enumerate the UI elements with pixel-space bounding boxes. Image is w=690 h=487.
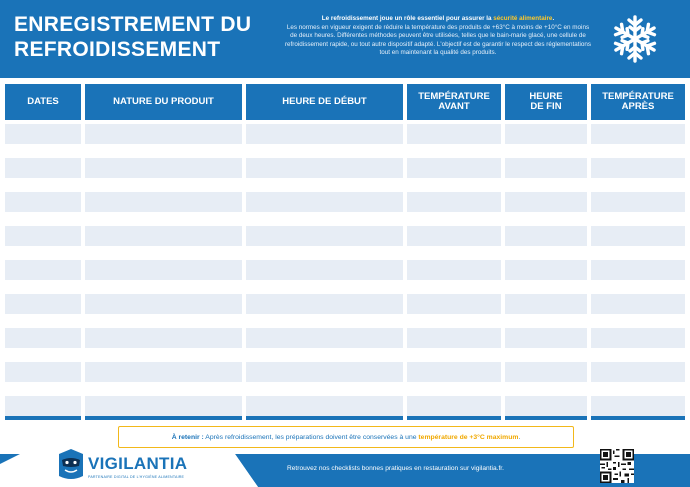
table-cell[interactable] xyxy=(85,260,242,280)
table-cell[interactable] xyxy=(505,260,587,280)
table-cell[interactable] xyxy=(5,396,81,416)
table-cell[interactable] xyxy=(5,124,81,144)
table-row xyxy=(5,362,685,382)
table-row xyxy=(5,260,685,280)
table-row xyxy=(5,294,685,314)
table-cell[interactable] xyxy=(246,260,403,280)
table-bottom-segment xyxy=(407,416,501,420)
table-cell[interactable] xyxy=(591,328,685,348)
intro-lead-end: . xyxy=(552,15,555,22)
column-header-dates: DATES xyxy=(5,84,81,120)
table-cell[interactable] xyxy=(591,226,685,246)
table-cell[interactable] xyxy=(407,124,501,144)
reminder-highlight: température de +3°C maximum xyxy=(418,433,519,441)
table-cell[interactable] xyxy=(407,294,501,314)
table-cell[interactable] xyxy=(505,362,587,382)
column-header-temp-before: TEMPÉRATURE AVANT xyxy=(407,84,501,120)
column-header-end-time: HEURE DE FIN xyxy=(505,84,587,120)
table-cell[interactable] xyxy=(591,362,685,382)
intro-body: Les normes en vigueur exigent de réduire la température des produits de +63°C à moins de +10°C en moins de deux heures. Différentes méthodes peuvent être utilisées, telles que le bain-marie glacé, une cellule de refroidissement rapide, ou tout autre dispositif adapté. L'objectif est de garantir le respect des réglementations tout en maintenant la qualité des produits. xyxy=(284,23,592,57)
table-cell[interactable] xyxy=(246,396,403,416)
table-bottom-segment xyxy=(5,416,81,420)
table-header xyxy=(5,84,685,120)
table-bottom-segment xyxy=(505,416,587,420)
intro-lead: Le refroidissement joue un rôle essentiel pour assurer la xyxy=(321,15,494,22)
table-cell[interactable] xyxy=(407,226,501,246)
table-cell[interactable] xyxy=(85,226,242,246)
table-cell[interactable] xyxy=(5,192,81,212)
reminder-label: À retenir : xyxy=(171,433,204,441)
table-bottom-segment xyxy=(591,416,685,420)
table-cell[interactable] xyxy=(246,158,403,178)
table-cell[interactable] xyxy=(407,158,501,178)
vigilantia-logo[interactable] xyxy=(56,448,206,484)
table-cell[interactable] xyxy=(591,192,685,212)
table-cell[interactable] xyxy=(505,294,587,314)
footer-text: Retrouvez nos checklists bonnes pratiques en restauration sur vigilantia.fr. xyxy=(287,465,504,472)
table-cell[interactable] xyxy=(591,294,685,314)
table-cell[interactable] xyxy=(85,396,242,416)
intro-text xyxy=(283,15,593,58)
intro-highlight: sécurité alimentaire xyxy=(493,15,553,22)
brand-tagline: PARTENAIRE DIGITAL DE L'HYGIÈNE ALIMENTAIRE xyxy=(88,475,185,479)
table-cell[interactable] xyxy=(505,124,587,144)
table-cell[interactable] xyxy=(246,124,403,144)
title-line-2: REFROIDISSEMENT xyxy=(14,38,221,61)
table-cell[interactable] xyxy=(505,158,587,178)
mascot-icon xyxy=(56,448,86,482)
table-cell[interactable] xyxy=(85,124,242,144)
table-cell[interactable] xyxy=(5,362,81,382)
reminder-end: . xyxy=(518,433,521,441)
table-row xyxy=(5,192,685,212)
table-cell[interactable] xyxy=(591,396,685,416)
table-cell[interactable] xyxy=(407,362,501,382)
table-cell[interactable] xyxy=(505,226,587,246)
table-cell[interactable] xyxy=(246,328,403,348)
table-bottom-border xyxy=(5,416,685,420)
table-cell[interactable] xyxy=(246,226,403,246)
reminder-note xyxy=(118,426,574,448)
table-cell[interactable] xyxy=(246,362,403,382)
table-cell[interactable] xyxy=(591,124,685,144)
table-cell[interactable] xyxy=(85,294,242,314)
table-cell[interactable] xyxy=(407,328,501,348)
column-header-start-time: HEURE DE DÉBUT xyxy=(246,84,403,120)
table-cell[interactable] xyxy=(5,226,81,246)
column-header-temp-after: TEMPÉRATURE APRÈS xyxy=(591,84,685,120)
qr-code-icon[interactable] xyxy=(600,449,634,483)
table-cell[interactable] xyxy=(505,192,587,212)
table-row xyxy=(5,124,685,144)
table-cell[interactable] xyxy=(246,192,403,212)
snowflake-icon xyxy=(610,14,660,64)
table-bottom-segment xyxy=(246,416,403,420)
table-bottom-segment xyxy=(85,416,242,420)
reminder-text: Après refroidissement, les préparations doivent être conservées à une xyxy=(203,433,419,441)
table-cell[interactable] xyxy=(591,260,685,280)
table-cell[interactable] xyxy=(85,158,242,178)
table-row xyxy=(5,396,685,416)
table-cell[interactable] xyxy=(5,260,81,280)
table-cell[interactable] xyxy=(85,192,242,212)
table-cell[interactable] xyxy=(5,294,81,314)
table-cell[interactable] xyxy=(407,396,501,416)
brand-name: VIGILANTIA xyxy=(88,454,188,473)
table-cell[interactable] xyxy=(85,328,242,348)
table-cell[interactable] xyxy=(591,158,685,178)
title-line-1: ENREGISTREMENT DU xyxy=(14,13,252,36)
page-title xyxy=(14,12,284,62)
table-cell[interactable] xyxy=(5,328,81,348)
table-cell[interactable] xyxy=(246,294,403,314)
table-cell[interactable] xyxy=(5,158,81,178)
table-cell[interactable] xyxy=(85,362,242,382)
table-cell[interactable] xyxy=(407,192,501,212)
table-cell[interactable] xyxy=(505,396,587,416)
table-row xyxy=(5,158,685,178)
table-row xyxy=(5,226,685,246)
column-header-product: NATURE DU PRODUIT xyxy=(85,84,242,120)
table-body xyxy=(5,120,685,420)
table-cell[interactable] xyxy=(407,260,501,280)
table-row xyxy=(5,328,685,348)
table-cell[interactable] xyxy=(505,328,587,348)
